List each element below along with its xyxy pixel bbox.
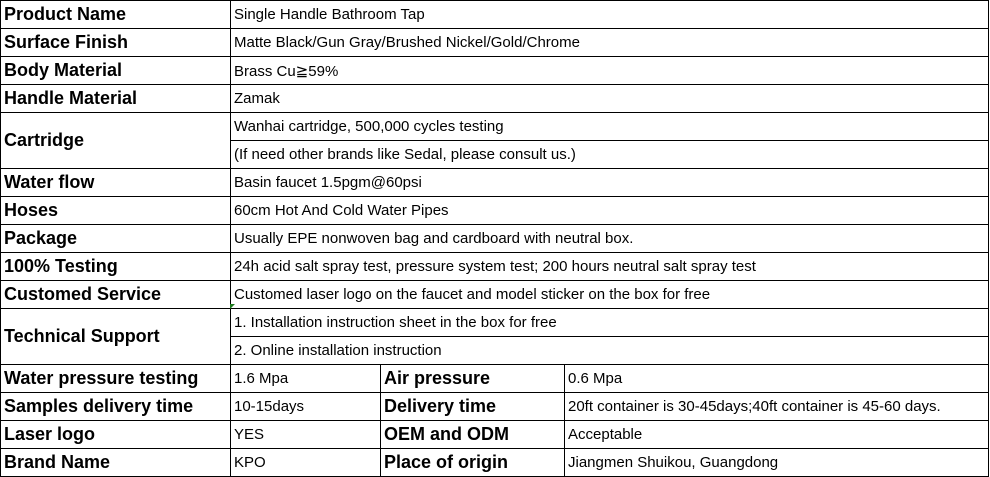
label-oem-odm: OEM and ODM: [381, 421, 565, 449]
row-technical-support: [1, 309, 989, 337]
value-testing: 24h acid salt spray test, pressure system test; 200 hours neutral salt spray test: [231, 253, 989, 281]
value-water-flow: Basin faucet 1.5pgm@60psi: [231, 169, 989, 197]
value-package: Usually EPE nonwoven bag and cardboard with neutral box.: [231, 225, 989, 253]
value-product-name: Single Handle Bathroom Tap: [231, 1, 989, 29]
label-delivery-time: Delivery time: [381, 393, 565, 421]
label-technical-support: Technical Support: [1, 309, 231, 365]
label-hoses: Hoses: [1, 197, 231, 225]
label-package: Package: [1, 225, 231, 253]
value-cartridge-1: Wanhai cartridge, 500,000 cycles testing: [231, 113, 989, 141]
row-delivery: [1, 393, 989, 421]
value-body-material: Brass Cu≧59%: [231, 57, 989, 85]
value-technical-support-2: 2. Online installation instruction: [231, 337, 989, 365]
value-brand-name: KPO: [231, 449, 381, 477]
row-surface-finish: [1, 29, 989, 57]
cell-comment-marker-icon: [230, 304, 235, 309]
row-laser-logo: [1, 421, 989, 449]
row-water-flow: [1, 169, 989, 197]
label-testing: 100% Testing: [1, 253, 231, 281]
row-body-material: [1, 57, 989, 85]
row-package: [1, 225, 989, 253]
label-water-flow: Water flow: [1, 169, 231, 197]
value-delivery-time: 20ft container is 30-45days;40ft container is 45-60 days.: [565, 393, 989, 421]
row-customed-service: [1, 281, 989, 309]
value-handle-material: Zamak: [231, 85, 989, 113]
label-handle-material: Handle Material: [1, 85, 231, 113]
label-air-pressure: Air pressure: [381, 365, 565, 393]
label-body-material: Body Material: [1, 57, 231, 85]
value-technical-support-1: 1. Installation instruction sheet in the box for free: [231, 309, 989, 337]
value-hoses: 60cm Hot And Cold Water Pipes: [231, 197, 989, 225]
value-air-pressure: 0.6 Mpa: [565, 365, 989, 393]
row-product-name: [1, 1, 989, 29]
row-water-pressure: [1, 365, 989, 393]
label-cartridge: Cartridge: [1, 113, 231, 169]
label-water-pressure-testing: Water pressure testing: [1, 365, 231, 393]
value-water-pressure-testing: 1.6 Mpa: [231, 365, 381, 393]
row-hoses: [1, 197, 989, 225]
value-customed-service: Customed laser logo on the faucet and model sticker on the box for free: [231, 281, 989, 309]
row-cartridge: [1, 113, 989, 141]
label-laser-logo: Laser logo: [1, 421, 231, 449]
value-surface-finish: Matte Black/Gun Gray/Brushed Nickel/Gold/Chrome: [231, 29, 989, 57]
row-handle-material: [1, 85, 989, 113]
label-samples-delivery-time: Samples delivery time: [1, 393, 231, 421]
value-place-of-origin: Jiangmen Shuikou, Guangdong: [565, 449, 989, 477]
label-customed-service: Customed Service: [1, 281, 231, 309]
row-testing: [1, 253, 989, 281]
row-brand-name: [1, 449, 989, 477]
label-brand-name: Brand Name: [1, 449, 231, 477]
label-place-of-origin: Place of origin: [381, 449, 565, 477]
value-samples-delivery-time: 10-15days: [231, 393, 381, 421]
value-laser-logo: YES: [231, 421, 381, 449]
label-surface-finish: Surface Finish: [1, 29, 231, 57]
label-product-name: Product Name: [1, 1, 231, 29]
value-cartridge-2: (If need other brands like Sedal, please consult us.): [231, 141, 989, 169]
value-oem-odm: Acceptable: [565, 421, 989, 449]
